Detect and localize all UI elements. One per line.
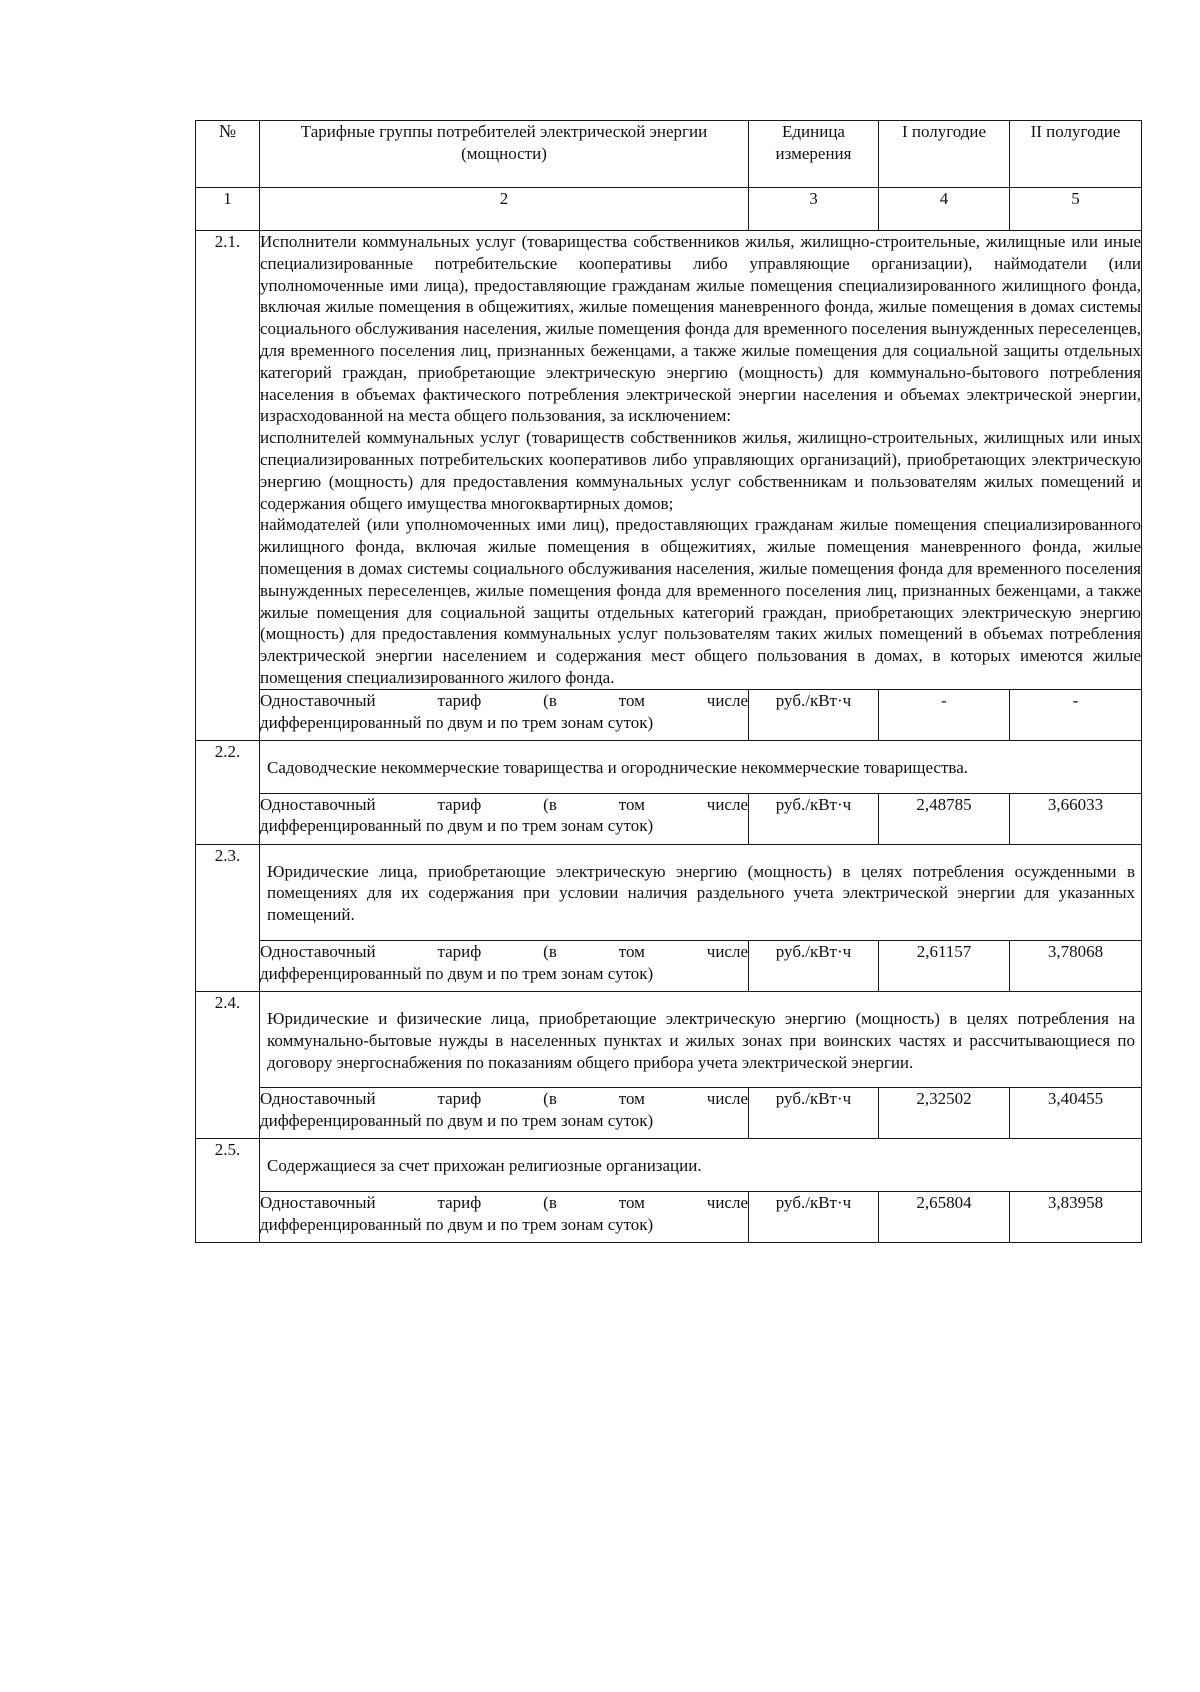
second-half-value: 3,40455 [1010, 1088, 1142, 1139]
unit-value: руб./кВт·ч [749, 1192, 879, 1243]
tariff-text-line: дифференцированный по двум и по трем зонам суток) [260, 712, 654, 732]
tariff-row [196, 1088, 1142, 1139]
header-second-half: II полугодие [1010, 121, 1142, 188]
tariff-text-line: дифференцированный по двум и по трем зонам суток) [260, 963, 654, 983]
description-paragraph: Юридические лица, приобретающие электрическую энергию (мощность) в целях потребления осужденными в помещениях для их содержания при условии наличия раздельного учета электрической энергии для указанных помещений. [267, 861, 1135, 925]
tariff-text-line: дифференцированный по двум и по трем зонам суток) [260, 816, 654, 836]
tariff-description [260, 793, 749, 844]
first-half-value: - [879, 689, 1010, 740]
row-number: 2.4. [196, 991, 260, 1138]
group-description-row [196, 844, 1142, 940]
tariff-text-line: Одноставочный тариф (в том числе [260, 1193, 748, 1213]
first-half-value: 2,48785 [879, 793, 1010, 844]
consumer-group-description [260, 991, 1142, 1087]
description-paragraph: исполнителей коммунальных услуг (товариществ собственников жилья, жилищно-строительных, жилищных или иных специализированных потребительских кооперативов либо управляющих организаций), приобретающих электрическую энергию (мощность) для предоставления коммунальных услуг собственникам и пользователям жилых помещений и содержания общего имущества многоквартирных домов; [260, 428, 1141, 513]
unit-value: руб./кВт·ч [749, 940, 879, 991]
tariff-row [196, 689, 1142, 740]
second-half-value: 3,66033 [1010, 793, 1142, 844]
consumer-group-description [260, 740, 1142, 793]
group-description-row [196, 231, 1142, 690]
tariff-table [195, 120, 1142, 1243]
tariff-row [196, 940, 1142, 991]
first-half-value: 2,65804 [879, 1192, 1010, 1243]
row-number: 2.5. [196, 1139, 260, 1243]
column-number: 4 [879, 188, 1010, 231]
tariff-text-line: Одноставочный тариф (в том числе [260, 1089, 748, 1109]
unit-value: руб./кВт·ч [749, 689, 879, 740]
group-description-row [196, 1139, 1142, 1192]
tariff-text-line: Одноставочный тариф (в том числе [260, 941, 748, 961]
column-numbers-row [196, 188, 1142, 231]
consumer-group-description [260, 231, 1142, 690]
description-paragraph: наймодателей (или уполномоченных ими лиц), предоставляющих гражданам жилые помещения специализированного жилищного фонда, включая жилые помещения в общежитиях, жилые помещения маневренного фонда, жилые помещения в домах системы социального обслуживания населения, жилые помещения фонда для временного поселения вынужденных переселенцев, жилые помещения фонда для временного поселения лиц, признанных беженцами, а также жилые помещения для социальной защиты отдельных категорий граждан, приобретающих электрическую энергию (мощность) для предоставления коммунальных услуг пользователям таких жилых помещений в объемах потребления электрической энергии населением и содержания мест общего пользования в домах, в которых имеются жилые помещения специализированного жилого фонда. [260, 515, 1141, 687]
tariff-description [260, 940, 749, 991]
tariff-row [196, 1192, 1142, 1243]
description-paragraph: Садоводческие некоммерческие товарищества и огороднические некоммерческие товарищества. [267, 757, 968, 777]
header-first-half: I полугодие [879, 121, 1010, 188]
tariff-text-line: Одноставочный тариф (в том числе [260, 690, 748, 710]
tariff-description [260, 1192, 749, 1243]
group-description-row [196, 991, 1142, 1087]
second-half-value: - [1010, 689, 1142, 740]
tariff-description [260, 689, 749, 740]
column-number: 2 [260, 188, 749, 231]
first-half-value: 2,32502 [879, 1088, 1010, 1139]
tariff-text-line: дифференцированный по двум и по трем зонам суток) [260, 1214, 654, 1234]
row-number: 2.3. [196, 844, 260, 991]
second-half-value: 3,78068 [1010, 940, 1142, 991]
header-unit: Единица измерения [749, 121, 879, 188]
tariff-text-line: дифференцированный по двум и по трем зонам суток) [260, 1111, 654, 1131]
header-tariff-group: Тарифные группы потребителей электрической энергии (мощности) [260, 121, 749, 188]
description-paragraph: Юридические и физические лица, приобретающие электрическую энергию (мощность) в целях потребления на коммунально-бытовые нужды в населенных пунктах и жилых зонах при воинских частях и рассчитывающиеся по договору энергоснабжения по показаниям общего прибора учета электрической энергии. [267, 1008, 1135, 1072]
consumer-group-description [260, 1139, 1142, 1192]
unit-value: руб./кВт·ч [749, 1088, 879, 1139]
group-description-row [196, 740, 1142, 793]
column-number: 5 [1010, 188, 1142, 231]
first-half-value: 2,61157 [879, 940, 1010, 991]
unit-value: руб./кВт·ч [749, 793, 879, 844]
row-number: 2.1. [196, 231, 260, 741]
column-number: 1 [196, 188, 260, 231]
tariff-row [196, 793, 1142, 844]
header-number: № [196, 121, 260, 188]
column-number: 3 [749, 188, 879, 231]
description-paragraph: Содержащиеся за счет прихожан религиозные организации. [267, 1156, 702, 1176]
description-paragraph: Исполнители коммунальных услуг (товарищества собственников жилья, жилищно-строительные, жилищные или иные специализированные потребительские кооперативы либо управляющие организации), наймодатели (или уполномоченные ими лица), предоставляющие гражданам жилые помещения специализированного жилищного фонда, включая жилые помещения в общежитиях, жилые помещения маневренного фонда, жилые помещения в домах системы социального обслуживания населения, жилые помещения фонда для временного поселения вынужденных переселенцев, для временного поселения лиц, признанных беженцами, а также жилые помещения для социальной защиты отдельных категорий граждан, приобретающие электрическую энергию (мощность) для коммунально-бытового потребления населения в объемах фактического потребления электрической энергии населения и объемах электрической энергии, израсходованной на места общего пользования, за исключением: [260, 232, 1141, 426]
consumer-group-description [260, 844, 1142, 940]
tariff-description [260, 1088, 749, 1139]
table-header-row [196, 121, 1142, 188]
tariff-text-line: Одноставочный тариф (в том числе [260, 794, 748, 814]
row-number: 2.2. [196, 740, 260, 844]
second-half-value: 3,83958 [1010, 1192, 1142, 1243]
